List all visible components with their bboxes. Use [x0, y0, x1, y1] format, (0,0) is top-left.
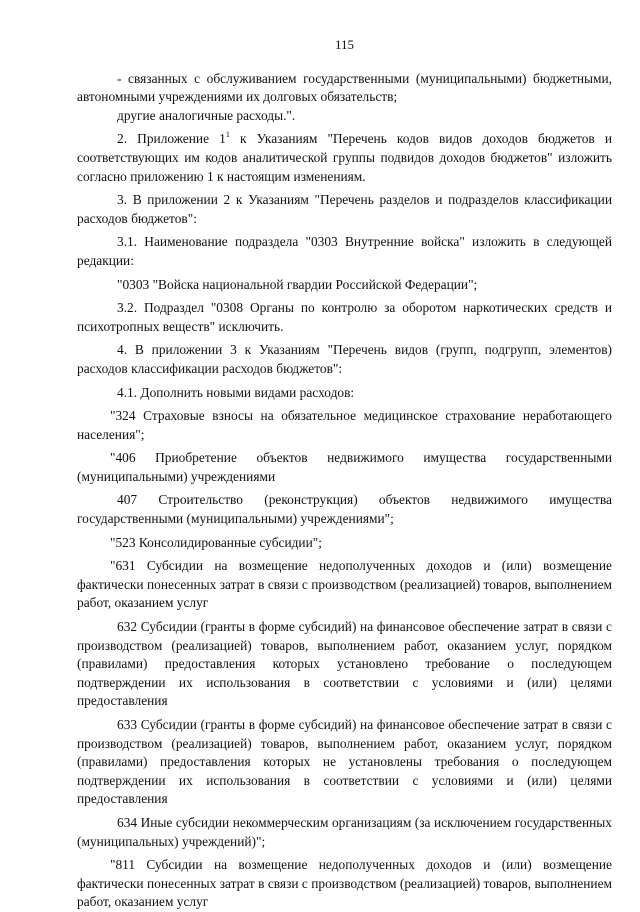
paragraph: 3. В приложении 2 к Указаниям "Перечень разделов и подразделов классификации расходов бюджетов":	[77, 192, 612, 226]
page-number: 115	[334, 37, 355, 52]
paragraph: 407 Строительство (реконструкция) объектов недвижимого имущества государственными (муниципальными) учреждениями";	[77, 492, 612, 527]
paragraph: 633 Субсидии (гранты в форме субсидий) на финансовое обеспечение затрат в связи с производством (реализацией) товаров, выполнением работ, оказанием услуг, порядком (правилами) предоставления которых не установлены требования о последующем подтверждении их использования в соответствии с условиями и (или) целями предоставления	[77, 717, 612, 807]
paragraph: 4.1. Дополнить новыми видами расходов:	[117, 384, 355, 400]
document-body	[77, 70, 612, 912]
paragraph-text: к Указаниям "Перечень кодов видов доходов бюджетов и соответствующих им кодов аналитической группы подвидов доходов бюджетов" изложить согласно приложению 1 к настоящим изменениям.	[77, 131, 613, 184]
superscript: 1	[225, 130, 230, 140]
paragraph: "406 Приобретение объектов недвижимого имущества государственными (муниципальными) учреждениями	[77, 450, 612, 484]
paragraph: 4. В приложении 3 к Указаниям "Перечень видов (групп, подгрупп, элементов) расходов классификации расходов бюджетов":	[77, 342, 612, 376]
paragraph: 3.1. Наименование подраздела "0303 Внутренние войска" изложить в следующей редакции:	[77, 234, 612, 268]
paragraph: - связанных с обслуживанием государственными (муниципальными) бюджетными, автономными учреждениями их долговых обязательств;	[77, 70, 612, 105]
paragraph: "523 Консолидированные субсидии";	[110, 534, 322, 550]
paragraph	[77, 130, 612, 186]
paragraph: "631 Субсидии на возмещение недополученных доходов и (или) возмещение фактически понесенных затрат в связи с производством (реализацией) товаров, выполнением работ, оказанием услуг	[77, 558, 612, 611]
paragraph-text: 2. Приложение 1	[117, 131, 226, 147]
paragraph: "324 Страховые взносы на обязательное медицинское страхование неработающего населения";	[77, 408, 612, 442]
paragraph: "811 Субсидии на возмещение недополученных доходов и (или) возмещение фактически понесенных затрат в связи с производством (реализацией) товаров, выполнением работ, оказанием услуг	[77, 857, 612, 910]
paragraph: "0303 "Войска национальной гвардии Российской Федерации";	[117, 276, 478, 292]
paragraph: 634 Иные субсидии некоммерческим организациям (за исключением государственных (муниципальных) учреждений)";	[77, 814, 612, 849]
paragraph: 3.2. Подраздел "0308 Органы по контролю за оборотом наркотических средств и психотропных веществ" исключить.	[77, 300, 612, 334]
paragraph: 632 Субсидии (гранты в форме субсидий) на финансовое обеспечение затрат в связи с производством (реализацией) товаров, выполнением работ, оказанием услуг, порядком (правилами) предоставления которых установлено требование о последующем подтверждении их использования в соответствии с условиями и (или) целями предоставления	[77, 619, 612, 709]
paragraph: другие аналогичные расходы.".	[117, 107, 296, 123]
